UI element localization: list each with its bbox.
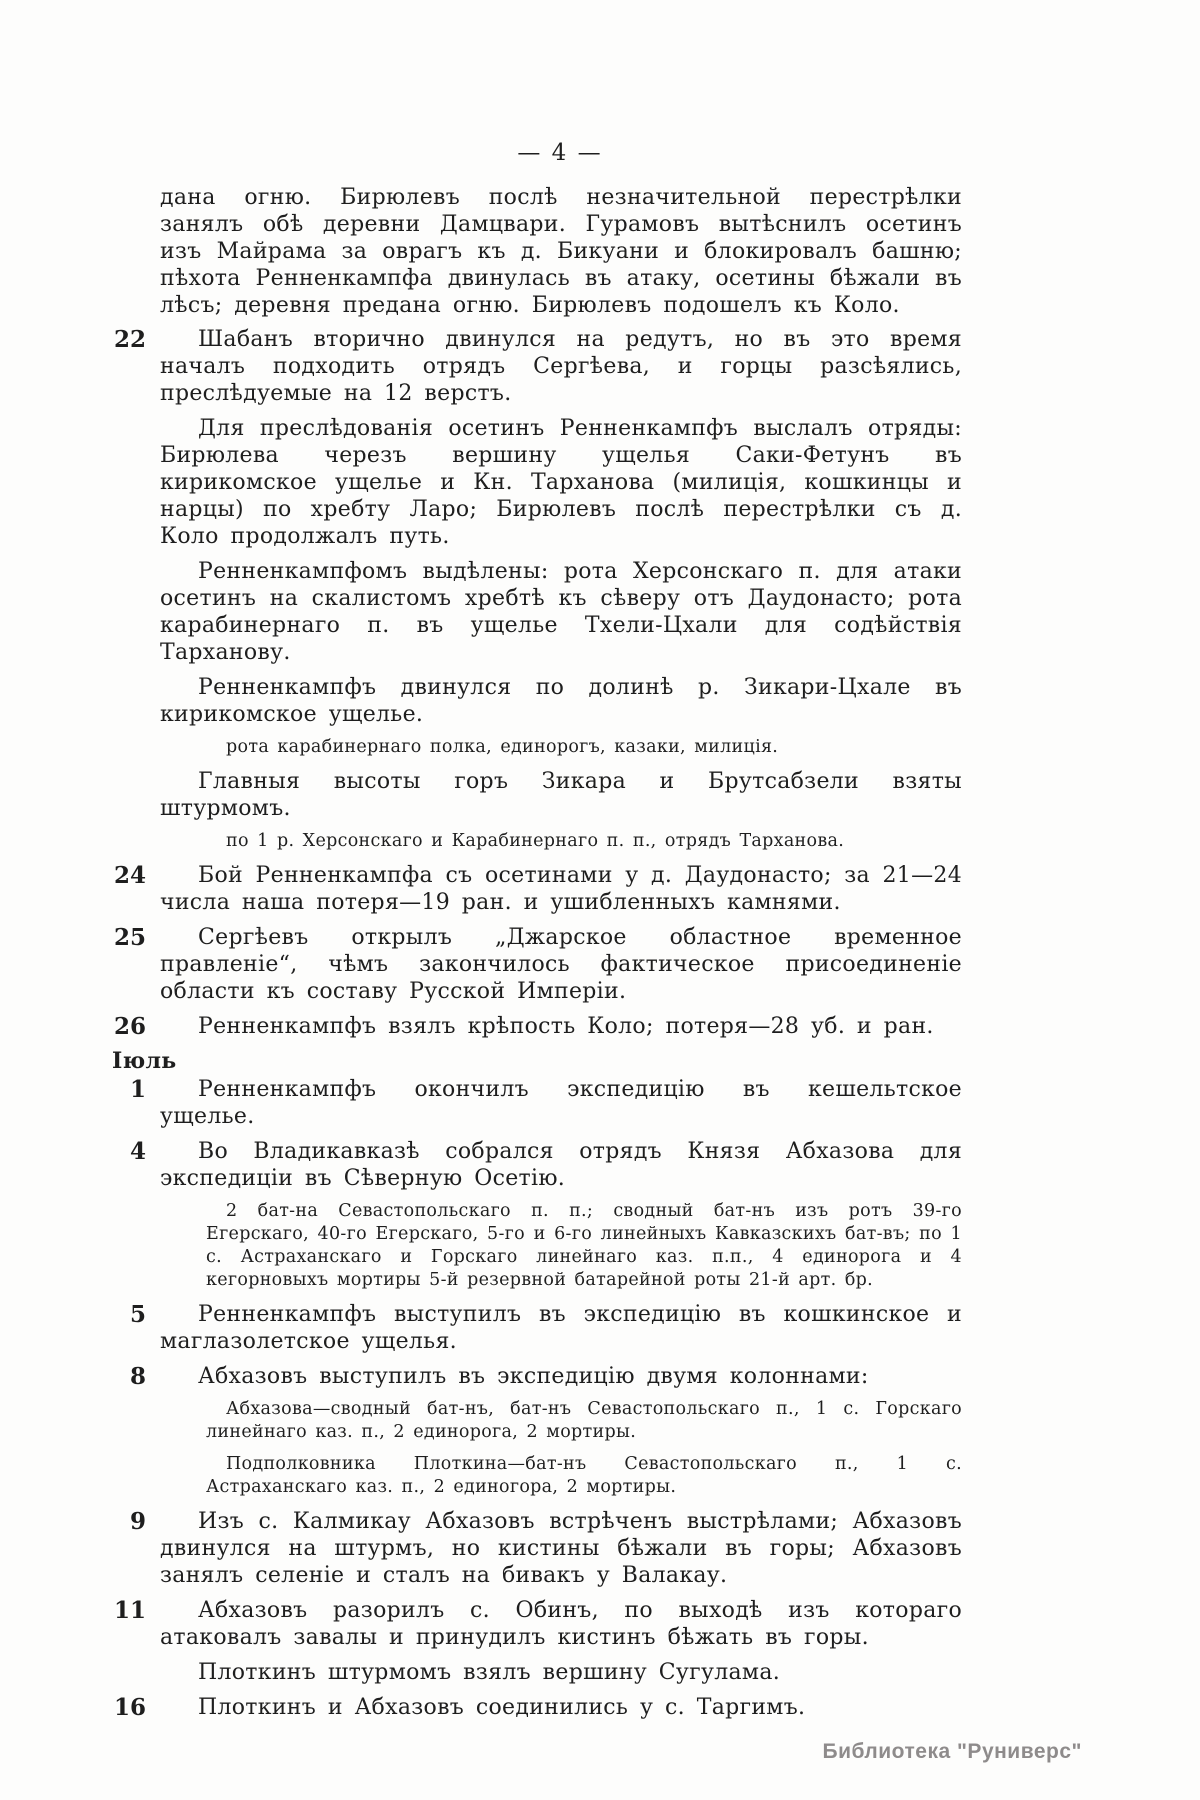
entries-list bbox=[112, 184, 962, 1729]
entry-date: 4 bbox=[129, 1138, 146, 1165]
chronicle-entry bbox=[160, 415, 962, 550]
chronicle-entry bbox=[160, 1200, 962, 1292]
entry-text: Ренненкампфъ выступилъ въ экспедицію въ кошкинское и маглазолетское ущелья. bbox=[160, 1302, 962, 1354]
chronicle-entry bbox=[113, 1013, 962, 1040]
entry-date: 24 bbox=[113, 862, 146, 889]
entry-text: Абхазовъ разорилъ с. Обинъ, по выходѣ изъ котораго атаковалъ завалы и принудилъ кистинъ бѣжать въ горы. bbox=[160, 1598, 962, 1650]
entry-date: 5 bbox=[129, 1301, 146, 1328]
entry-date: 8 bbox=[129, 1363, 146, 1390]
entry-text: рота карабинернаго полка, единорогъ, казаки, милиція. bbox=[226, 737, 779, 757]
entry-date: 9 bbox=[129, 1508, 146, 1535]
entry-date: 26 bbox=[113, 1013, 146, 1040]
entry-text: Абхазовъ выступилъ въ экспедицію двумя колоннами: bbox=[198, 1364, 869, 1389]
chronicle-entry bbox=[160, 1453, 962, 1499]
entry-date: 1 bbox=[129, 1076, 146, 1103]
entry-date: 22 bbox=[113, 326, 146, 353]
entry-text: 2 бат-на Севастопольскаго п. п.; сводный бат-нъ изъ ротъ 39-го Егерскаго, 40-го Егерскаго, 5-го и 6-го линейныхъ Кавказскихъ бат-въ; по 1 с. Астраханскаго и Горскаго линейнаго каз. п.п., 4 единорога и 4 кегорновыхъ мортиры 5-й резервной батарейной роты 21-й арт. бр. bbox=[206, 1201, 962, 1290]
entry-text: Для преслѣдованія осетинъ Ренненкампфъ выслалъ отряды: Бирюлева черезъ вершину ущелья Саки-Фетунъ въ кирикомское ущелье и Кн. Тарханова (милиція, кошкинцы и нарцы) по хребту Ларо; Бирюлевъ послѣ перестрѣлки съ д. Коло продолжалъ путь. bbox=[160, 416, 962, 549]
entry-text: Главныя высоты горъ Зикара и Брутсабзели взяты штурмомъ. bbox=[160, 769, 962, 821]
chronicle-entry bbox=[129, 1363, 962, 1390]
chronicle-entry bbox=[129, 1138, 962, 1192]
entry-date: 16 bbox=[113, 1694, 146, 1721]
entry-text: Бой Ренненкампфа съ осетинами у д. Даудонасто; за 21—24 числа наша потеря—19 ран. и ушибленныхъ камнями. bbox=[160, 863, 962, 915]
chronicle-entry bbox=[129, 1076, 962, 1130]
chronicle-entry bbox=[160, 674, 962, 728]
entry-text: Изъ с. Калмикау Абхазовъ встрѣченъ выстрѣлами; Абхазовъ двинулся на штурмъ, но кистины бѣжали въ горы; Абхазовъ занялъ селеніе и сталъ на бивакъ у Валакау. bbox=[160, 1509, 962, 1588]
page-number: — 4 — bbox=[517, 140, 603, 166]
chronicle-entry bbox=[113, 862, 962, 916]
chronicle-entry bbox=[160, 1398, 962, 1444]
chronicle-entry bbox=[129, 1301, 962, 1355]
entry-text: Ренненкампфъ взялъ крѣпость Коло; потеря—28 уб. и ран. bbox=[198, 1014, 934, 1039]
watermark: Библиотека "Руниверс" bbox=[822, 1740, 1082, 1763]
entry-text: Абхазова—сводный бат-нъ, бат-нъ Севастопольскаго п., 1 с. Горскаго линейнаго каз. п., 2 единорога, 2 мортиры. bbox=[206, 1399, 962, 1442]
chronicle-entry bbox=[113, 1694, 962, 1721]
chronicle-entry bbox=[113, 326, 962, 407]
chronicle-entry bbox=[113, 1597, 962, 1651]
entry-text: Во Владикавказѣ собрался отрядъ Князя Абхазова для экспедиціи въ Сѣверную Осетію. bbox=[160, 1139, 962, 1191]
entry-text: Ренненкампфъ окончилъ экспедицію въ кешельтское ущелье. bbox=[160, 1077, 962, 1129]
entry-text: по 1 р. Херсонскаго и Карабинернаго п. п., отрядъ Тарханова. bbox=[226, 831, 845, 851]
entry-text: Плоткинъ штурмомъ взялъ вершину Сугулама. bbox=[198, 1660, 781, 1685]
chronicle-entry bbox=[160, 736, 962, 759]
entry-text: Шабанъ вторично двинулся на редутъ, но въ это время началъ подходить отрядъ Сергѣева, и горцы разсѣялись, преслѣдуемые на 12 верстъ. bbox=[160, 327, 962, 406]
chronicle-entry bbox=[113, 924, 962, 1005]
entry-text: Сергѣевъ открылъ „Джарское областное временное правленіе“, чѣмъ закончилось фактическое присоединеніе области къ составу Русской Имперіи. bbox=[160, 925, 962, 1004]
entry-text: Плоткинъ и Абхазовъ соединились у с. Таргимъ. bbox=[198, 1695, 806, 1720]
month-label bbox=[112, 1048, 962, 1074]
chronicle-entry bbox=[160, 184, 962, 319]
chronicle-entry bbox=[129, 1508, 962, 1589]
entry-date: 11 bbox=[113, 1597, 146, 1624]
entry-text: Ренненкампфомъ выдѣлены: рота Херсонскаго п. для атаки осетинъ на скалистомъ хребтѣ къ сѣверу отъ Даудонасто; рота карабинернаго п. въ ущелье Тхели-Цхали для содѣйствія Тарханову. bbox=[160, 559, 962, 665]
entry-text: дана огню. Бирюлевъ послѣ незначительной перестрѣлки занялъ обѣ деревни Дамцвари. Гурамовъ вытѣснилъ осетинъ изъ Майрама за оврагъ къ д. Бикуани и блокировалъ башню; пѣхота Ренненкампфа двинулась въ атаку, осетины бѣжали въ лѣсъ; деревня предана огню. Бирюлевъ подошелъ къ Коло. bbox=[160, 185, 962, 318]
chronicle-entry bbox=[160, 830, 962, 853]
chronicle-entry bbox=[160, 558, 962, 666]
chronicle-entry bbox=[160, 1659, 962, 1686]
entry-text: Ренненкампфъ двинулся по долинѣ р. Зикари-Цхале въ кирикомское ущелье. bbox=[160, 675, 962, 727]
chronicle-entry bbox=[160, 768, 962, 822]
entry-text: Подполковника Плоткина—бат-нъ Севастопольскаго п., 1 с. Астраханскаго каз. п., 2 единогора, 2 мортиры. bbox=[206, 1454, 962, 1497]
entry-date: 25 bbox=[113, 924, 146, 951]
entry-text: Іюль bbox=[112, 1048, 177, 1074]
